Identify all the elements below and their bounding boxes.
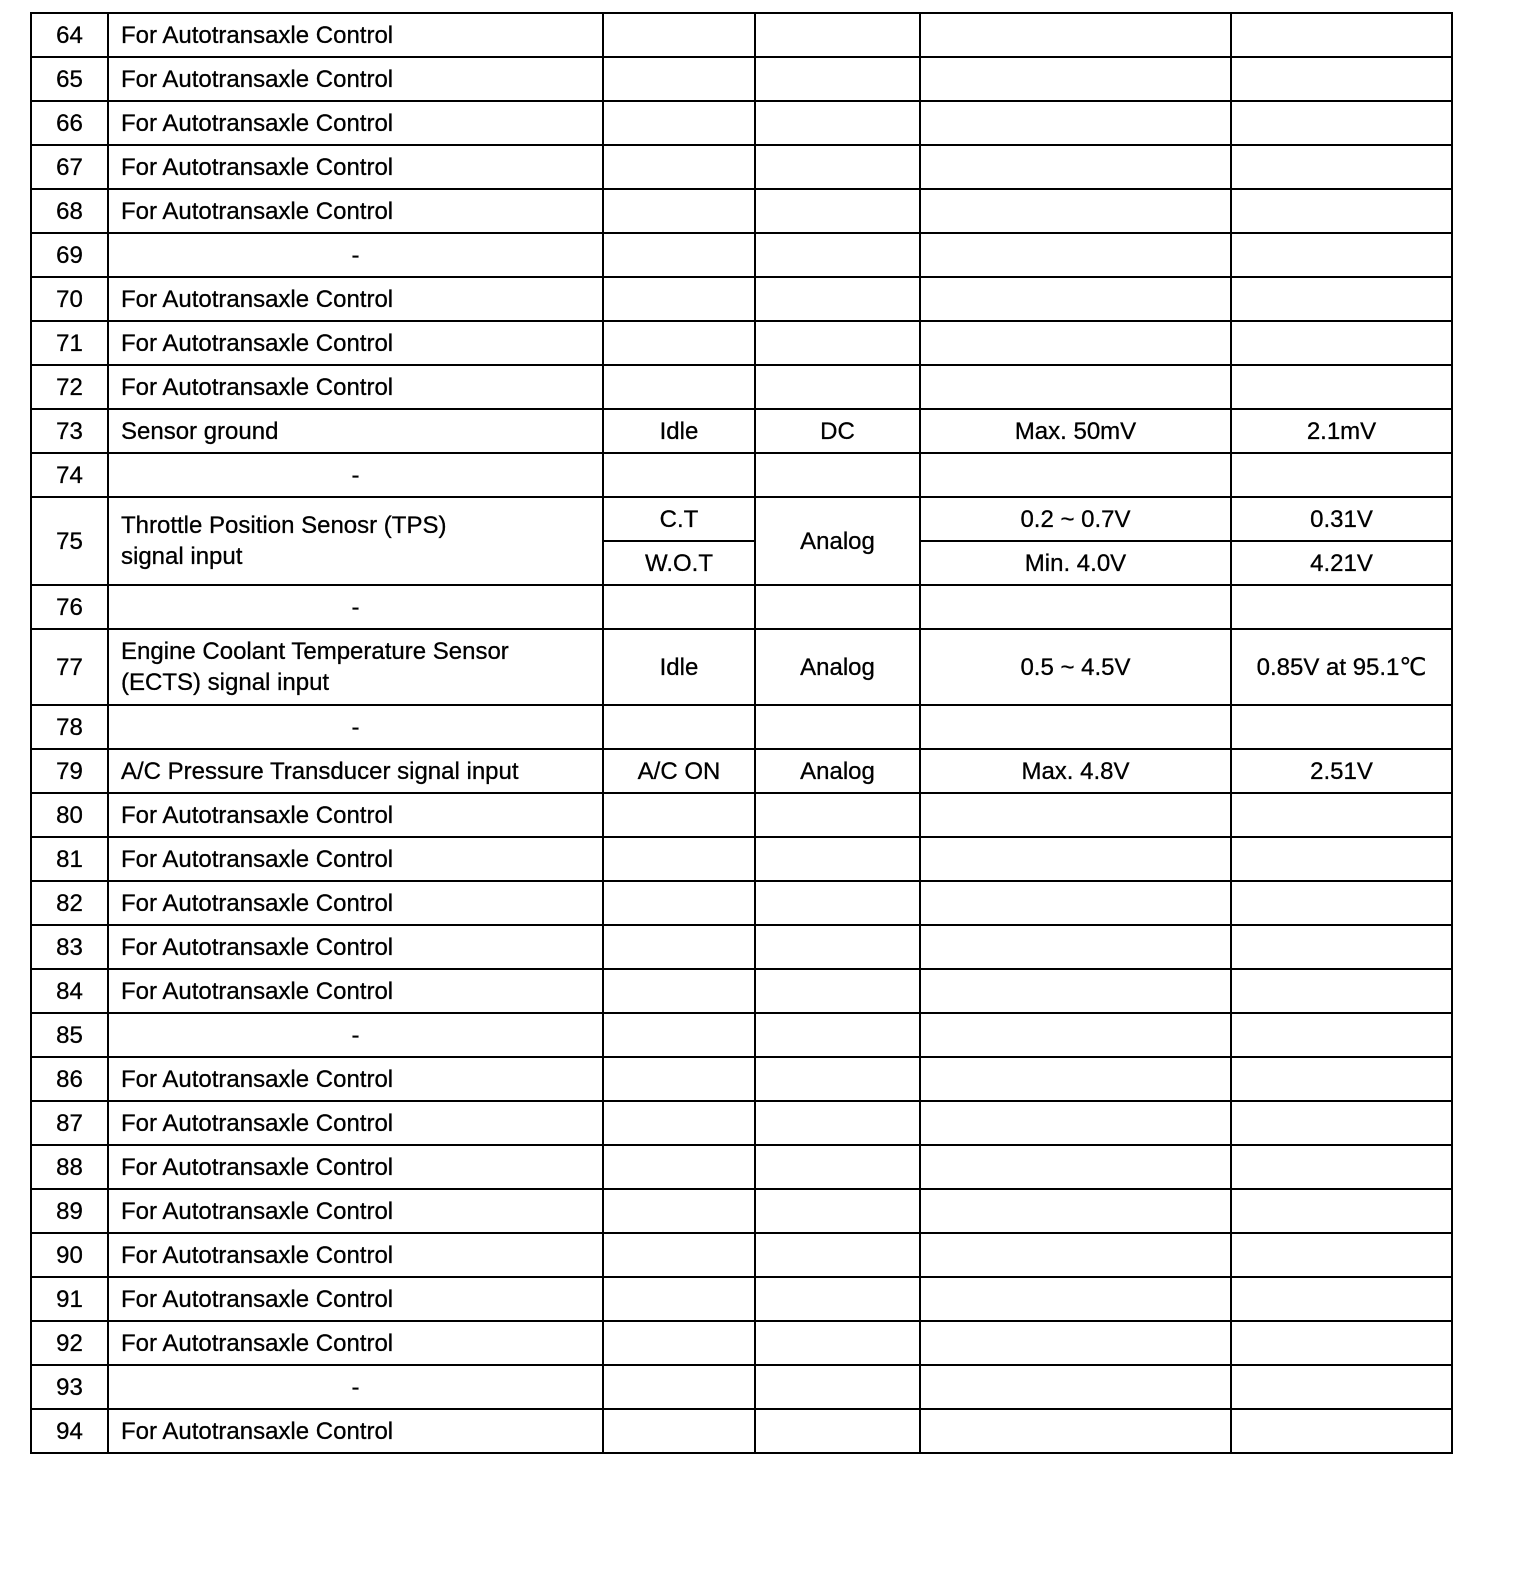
pin-number: 78 [31, 705, 108, 749]
description-line: Throttle Position Senosr (TPS) [121, 512, 447, 539]
measured-value [1231, 233, 1452, 277]
measured-value [1231, 585, 1452, 629]
condition [603, 365, 755, 409]
description: - [108, 1365, 603, 1409]
measured-value [1231, 969, 1452, 1013]
pin-number: 70 [31, 277, 108, 321]
measured-value [1231, 881, 1452, 925]
signal-type [755, 101, 920, 145]
pin-number: 71 [31, 321, 108, 365]
description: - [108, 585, 603, 629]
table-row [31, 585, 1452, 629]
spec [920, 365, 1231, 409]
condition [603, 1409, 755, 1453]
description [108, 497, 603, 585]
spec: Min. 4.0V [920, 541, 1231, 585]
spec [920, 453, 1231, 497]
table-row [31, 1057, 1452, 1101]
signal-type [755, 145, 920, 189]
description: For Autotransaxle Control [108, 189, 603, 233]
measured-value [1231, 1233, 1452, 1277]
signal-type [755, 1013, 920, 1057]
pin-number: 85 [31, 1013, 108, 1057]
pin-number: 75 [31, 497, 108, 585]
condition [603, 277, 755, 321]
table-row [31, 1409, 1452, 1453]
table-row [31, 1365, 1452, 1409]
pin-number: 68 [31, 189, 108, 233]
signal-type [755, 189, 920, 233]
measured-value [1231, 1321, 1452, 1365]
spec [920, 57, 1231, 101]
condition [603, 793, 755, 837]
spec [920, 321, 1231, 365]
signal-type [755, 1321, 920, 1365]
spec: 0.2 ~ 0.7V [920, 497, 1231, 541]
signal-type [755, 277, 920, 321]
table-row [31, 881, 1452, 925]
pin-number: 77 [31, 629, 108, 705]
pin-number: 65 [31, 57, 108, 101]
measured-value [1231, 705, 1452, 749]
table-row [31, 57, 1452, 101]
condition [603, 189, 755, 233]
signal-type [755, 1145, 920, 1189]
table-row [31, 1321, 1452, 1365]
spec [920, 925, 1231, 969]
table-row [31, 145, 1452, 189]
measured-value [1231, 1013, 1452, 1057]
pin-number: 84 [31, 969, 108, 1013]
table-row [31, 1101, 1452, 1145]
pin-number: 74 [31, 453, 108, 497]
pin-number: 86 [31, 1057, 108, 1101]
spec: Max. 50mV [920, 409, 1231, 453]
condition [603, 1101, 755, 1145]
signal-type [755, 1057, 920, 1101]
description: For Autotransaxle Control [108, 925, 603, 969]
description: Sensor ground [108, 409, 603, 453]
spec [920, 1233, 1231, 1277]
description [108, 629, 603, 705]
description-line: (ECTS) signal input [121, 669, 330, 696]
description: For Autotransaxle Control [108, 1321, 603, 1365]
condition [603, 453, 755, 497]
signal-type: Analog [755, 749, 920, 793]
signal-type: Analog [755, 629, 920, 705]
signal-type [755, 365, 920, 409]
table-row [31, 453, 1452, 497]
description: For Autotransaxle Control [108, 793, 603, 837]
pin-number: 76 [31, 585, 108, 629]
condition [603, 13, 755, 57]
pin-number: 67 [31, 145, 108, 189]
condition [603, 1365, 755, 1409]
signal-type [755, 881, 920, 925]
table-row [31, 749, 1452, 793]
measured-value: 4.21V [1231, 541, 1452, 585]
pin-spec-table [30, 12, 1453, 1454]
condition [603, 969, 755, 1013]
condition [603, 1013, 755, 1057]
table-row [31, 629, 1452, 705]
description: - [108, 233, 603, 277]
pin-number: 81 [31, 837, 108, 881]
spec [920, 1277, 1231, 1321]
table-row [31, 705, 1452, 749]
measured-value [1231, 321, 1452, 365]
measured-value [1231, 57, 1452, 101]
measured-value [1231, 1145, 1452, 1189]
description: For Autotransaxle Control [108, 1189, 603, 1233]
signal-type [755, 1101, 920, 1145]
description: For Autotransaxle Control [108, 365, 603, 409]
condition [603, 57, 755, 101]
pin-number: 92 [31, 1321, 108, 1365]
signal-type [755, 1365, 920, 1409]
measured-value [1231, 837, 1452, 881]
spec [920, 1365, 1231, 1409]
pin-number: 83 [31, 925, 108, 969]
description: For Autotransaxle Control [108, 57, 603, 101]
pin-number: 89 [31, 1189, 108, 1233]
spec [920, 189, 1231, 233]
condition [603, 1145, 755, 1189]
signal-type [755, 57, 920, 101]
signal-type [755, 837, 920, 881]
spec [920, 1013, 1231, 1057]
pin-number: 73 [31, 409, 108, 453]
signal-type [755, 1409, 920, 1453]
spec [920, 13, 1231, 57]
signal-type [755, 1233, 920, 1277]
signal-type [755, 1277, 920, 1321]
condition [603, 145, 755, 189]
condition [603, 705, 755, 749]
pin-number: 88 [31, 1145, 108, 1189]
pin-number: 80 [31, 793, 108, 837]
pin-number: 87 [31, 1101, 108, 1145]
table-row [31, 365, 1452, 409]
pin-number: 91 [31, 1277, 108, 1321]
description: For Autotransaxle Control [108, 1233, 603, 1277]
description-line: signal input [121, 543, 243, 570]
table-row [31, 793, 1452, 837]
pin-number: 64 [31, 13, 108, 57]
measured-value [1231, 13, 1452, 57]
spec [920, 705, 1231, 749]
spec [920, 1145, 1231, 1189]
pin-number: 82 [31, 881, 108, 925]
description: For Autotransaxle Control [108, 1277, 603, 1321]
spec: 0.5 ~ 4.5V [920, 629, 1231, 705]
condition: A/C ON [603, 749, 755, 793]
condition [603, 233, 755, 277]
spec: Max. 4.8V [920, 749, 1231, 793]
table-row [31, 1145, 1452, 1189]
condition [603, 1057, 755, 1101]
spec [920, 1057, 1231, 1101]
measured-value [1231, 793, 1452, 837]
measured-value [1231, 365, 1452, 409]
condition: C.T [603, 497, 755, 541]
table-row [31, 409, 1452, 453]
spec [920, 969, 1231, 1013]
condition: Idle [603, 629, 755, 705]
description: - [108, 453, 603, 497]
signal-type [755, 453, 920, 497]
signal-type: Analog [755, 497, 920, 585]
measured-value [1231, 277, 1452, 321]
measured-value: 2.1mV [1231, 409, 1452, 453]
pin-number: 93 [31, 1365, 108, 1409]
pin-number: 72 [31, 365, 108, 409]
measured-value [1231, 1365, 1452, 1409]
spec [920, 101, 1231, 145]
condition: Idle [603, 409, 755, 453]
condition [603, 321, 755, 365]
pin-number: 69 [31, 233, 108, 277]
condition [603, 585, 755, 629]
table-row [31, 969, 1452, 1013]
table-row [31, 837, 1452, 881]
signal-type [755, 705, 920, 749]
signal-type [755, 585, 920, 629]
description: - [108, 705, 603, 749]
description: For Autotransaxle Control [108, 969, 603, 1013]
description: For Autotransaxle Control [108, 1101, 603, 1145]
description: For Autotransaxle Control [108, 837, 603, 881]
pin-number: 66 [31, 101, 108, 145]
spec [920, 233, 1231, 277]
table-row [31, 277, 1452, 321]
measured-value [1231, 1277, 1452, 1321]
pin-number: 79 [31, 749, 108, 793]
spec [920, 145, 1231, 189]
measured-value [1231, 189, 1452, 233]
table-row [31, 321, 1452, 365]
condition [603, 881, 755, 925]
condition [603, 1321, 755, 1365]
table-row [31, 189, 1452, 233]
signal-type [755, 925, 920, 969]
description: For Autotransaxle Control [108, 1057, 603, 1101]
description: For Autotransaxle Control [108, 145, 603, 189]
table-row [31, 101, 1452, 145]
table-row [31, 13, 1452, 57]
spec [920, 793, 1231, 837]
spec [920, 585, 1231, 629]
table-row [31, 1277, 1452, 1321]
table-row [31, 1189, 1452, 1233]
condition [603, 1189, 755, 1233]
spec [920, 1189, 1231, 1233]
measured-value [1231, 101, 1452, 145]
condition [603, 1277, 755, 1321]
pin-number: 90 [31, 1233, 108, 1277]
condition [603, 925, 755, 969]
measured-value: 0.31V [1231, 497, 1452, 541]
table-row [31, 1233, 1452, 1277]
signal-type [755, 233, 920, 277]
measured-value [1231, 1189, 1452, 1233]
table-row [31, 497, 1452, 541]
description: For Autotransaxle Control [108, 13, 603, 57]
description: For Autotransaxle Control [108, 277, 603, 321]
description: For Autotransaxle Control [108, 321, 603, 365]
condition [603, 101, 755, 145]
signal-type [755, 321, 920, 365]
description: For Autotransaxle Control [108, 1145, 603, 1189]
spec [920, 277, 1231, 321]
table-row [31, 233, 1452, 277]
spec [920, 1409, 1231, 1453]
signal-type [755, 969, 920, 1013]
measured-value: 2.51V [1231, 749, 1452, 793]
table-row [31, 1013, 1452, 1057]
description: For Autotransaxle Control [108, 881, 603, 925]
measured-value [1231, 925, 1452, 969]
spec [920, 837, 1231, 881]
spec [920, 881, 1231, 925]
description: For Autotransaxle Control [108, 101, 603, 145]
condition: W.O.T [603, 541, 755, 585]
measured-value [1231, 453, 1452, 497]
description: For Autotransaxle Control [108, 1409, 603, 1453]
measured-value [1231, 1057, 1452, 1101]
measured-value [1231, 145, 1452, 189]
measured-value [1231, 1101, 1452, 1145]
spec [920, 1101, 1231, 1145]
description-line: Engine Coolant Temperature Sensor [121, 638, 509, 665]
signal-type [755, 1189, 920, 1233]
measured-value [1231, 1409, 1452, 1453]
condition [603, 837, 755, 881]
measured-value: 0.85V at 95.1℃ [1231, 629, 1452, 705]
description: A/C Pressure Transducer signal input [108, 749, 603, 793]
condition [603, 1233, 755, 1277]
spec [920, 1321, 1231, 1365]
signal-type [755, 793, 920, 837]
description: - [108, 1013, 603, 1057]
signal-type [755, 13, 920, 57]
signal-type: DC [755, 409, 920, 453]
pin-number: 94 [31, 1409, 108, 1453]
table-row [31, 925, 1452, 969]
